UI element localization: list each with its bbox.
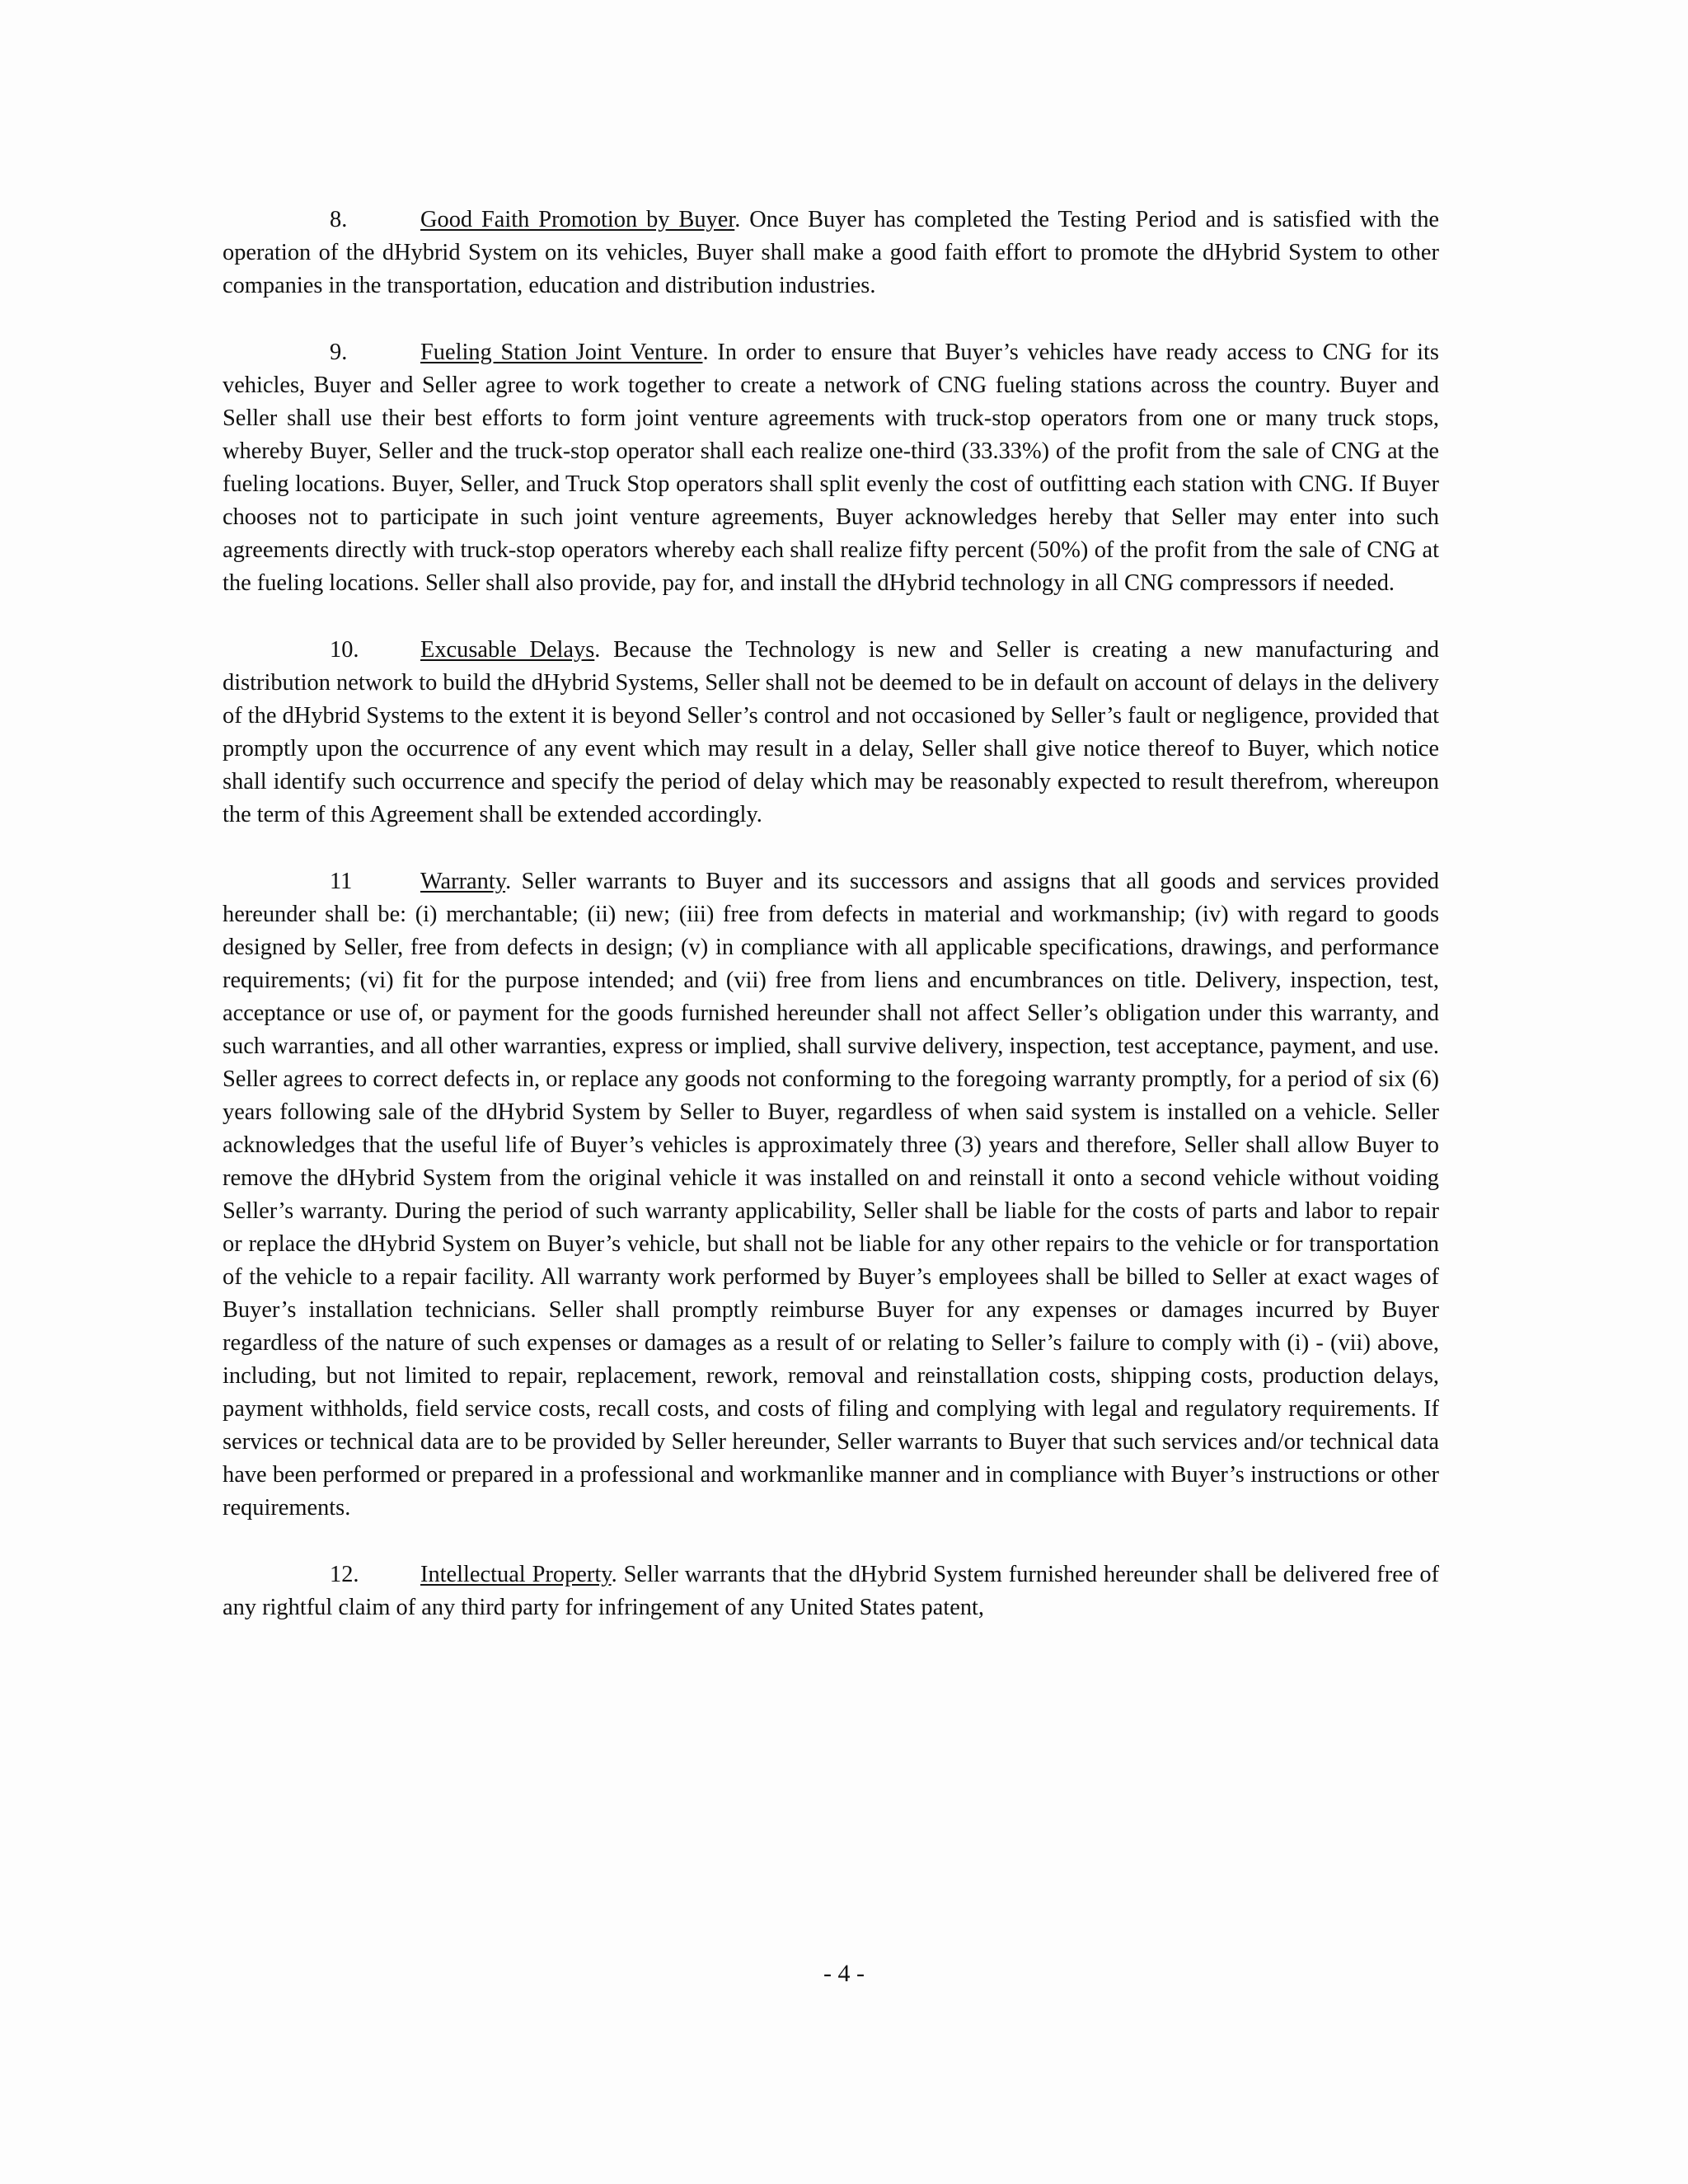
section-12 [223, 1558, 1439, 1624]
section-text: . Because the Technology is new and Seller is creating a new manufacturing and distribution network to build the dHybrid Systems, Seller shall not be deemed to be in default on account of delays in the delivery of the dHybrid Systems to the extent it is beyond Seller’s control and not occasioned by Seller’s fault or negligence, provided that promptly upon the occurrence of any event which may result in a delay, Seller shall give notice thereof to Buyer, which notice shall identify such occurrence and specify the period of delay which may be reasonably expected to result therefrom, whereupon the term of this Agreement shall be extended accordingly. [223, 637, 1439, 827]
section-heading: Fueling Station Joint Venture [420, 340, 703, 365]
section-number: 12. [330, 1562, 359, 1587]
section-number: 9. [330, 340, 348, 365]
section-heading: Intellectual Property [420, 1562, 612, 1587]
document-body [223, 204, 1439, 1658]
section-text: . Once Buyer has completed the Testing Period and is satisfied with the operation of the dHybrid System on its vehicles, Buyer shall make a good faith effort to promote the dHybrid System to other companies in the transportation, education and distribution industries. [223, 207, 1439, 298]
section-9 [223, 336, 1439, 600]
section-text: . Seller warrants that the dHybrid System furnished hereunder shall be delivered free of any rightful claim of any third party for infringement of any United States patent, [223, 1562, 1440, 1620]
page-number: - 4 - [823, 1960, 865, 1987]
section-text: . Seller warrants to Buyer and its successors and assigns that all goods and services provided hereunder shall be: (i) merchantable; (ii) new; (iii) free from defects in material and workmanship; (iv) with regard to goods designed by Seller, free from defects in design; (v) in compliance with all applicable specifications, drawings, and performance requirements; (vi) fit for the purpose intended; and (vii) free from liens and encumbrances on title. Delivery, inspection, test, acceptance or use of, or payment for the goods furnished hereunder shall not affect Seller’s obligation under this warranty, and such warranties, and all other warranties, express or implied, shall survive delivery, inspection, test acceptance, payment, and use. Seller agrees to correct defects in, or replace any goods not conforming to the foregoing warranty promptly, for a period of six (6) years following sale of the dHybrid System by Seller to Buyer, regardless of when said system is installed on a vehicle. Seller acknowledges that the useful life of Buyer’s vehicles is approximately three (3) years and therefore, Seller shall allow Buyer to remove the dHybrid System from the original vehicle it was installed on and reinstall it onto a second vehicle without voiding Seller’s warranty. During the period of such warranty applicability, Seller shall be liable for the costs of parts and labor to repair or replace the dHybrid System on Buyer’s vehicle, but shall not be liable for any other repairs to the vehicle or for transportation of the vehicle to a repair facility. All warranty work performed by Buyer’s employees shall be billed to Seller at exact wages of Buyer’s installation technicians. Seller shall promptly reimburse Buyer for any expenses or damages incurred by Buyer regardless of the nature of such expenses or damages as a result of or relating to Seller’s failure to comply with (i) - (vii) above, including, but not limited to repair, replacement, rework, removal and reinstallation costs, shipping costs, production delays, payment withholds, field service costs, recall costs, and costs of filing and complying with legal and regulatory requirements. If services or technical data are to be provided by Seller hereunder, Seller warrants to Buyer that such services and/or technical data have been performed or prepared in a professional and workmanlike manner and in compliance with Buyer’s instructions or other requirements. [223, 869, 1439, 1521]
section-heading: Good Faith Promotion by Buyer [420, 207, 735, 232]
section-heading: Excusable Delays [420, 637, 595, 663]
section-8 [223, 204, 1439, 302]
section-11 [223, 865, 1439, 1525]
section-number: 10. [330, 637, 359, 663]
section-number: 11 [330, 869, 353, 894]
section-heading: Warranty [420, 869, 506, 894]
section-10 [223, 634, 1439, 832]
section-text: . In order to ensure that Buyer’s vehicles have ready access to CNG for its vehicles, Buyer and Seller agree to work together to create a network of CNG fueling stations across the country. Buyer and Seller shall use their best efforts to form joint venture agreements with truck-stop operators from one or many truck stops, whereby Buyer, Seller and the truck-stop operator shall each realize one-third (33.33%) of the profit from the sale of CNG at the fueling locations. Buyer, Seller, and Truck Stop operators shall split evenly the cost of outfitting each station with CNG. If Buyer chooses not to participate in such joint venture agreements, Buyer acknowledges hereby that Seller may enter into such agreements directly with truck-stop operators whereby each shall realize fifty percent (50%) of the profit from the sale of CNG at the fueling locations. Seller shall also provide, pay for, and install the dHybrid technology in all CNG compressors if needed. [223, 340, 1439, 596]
section-number: 8. [330, 207, 348, 232]
